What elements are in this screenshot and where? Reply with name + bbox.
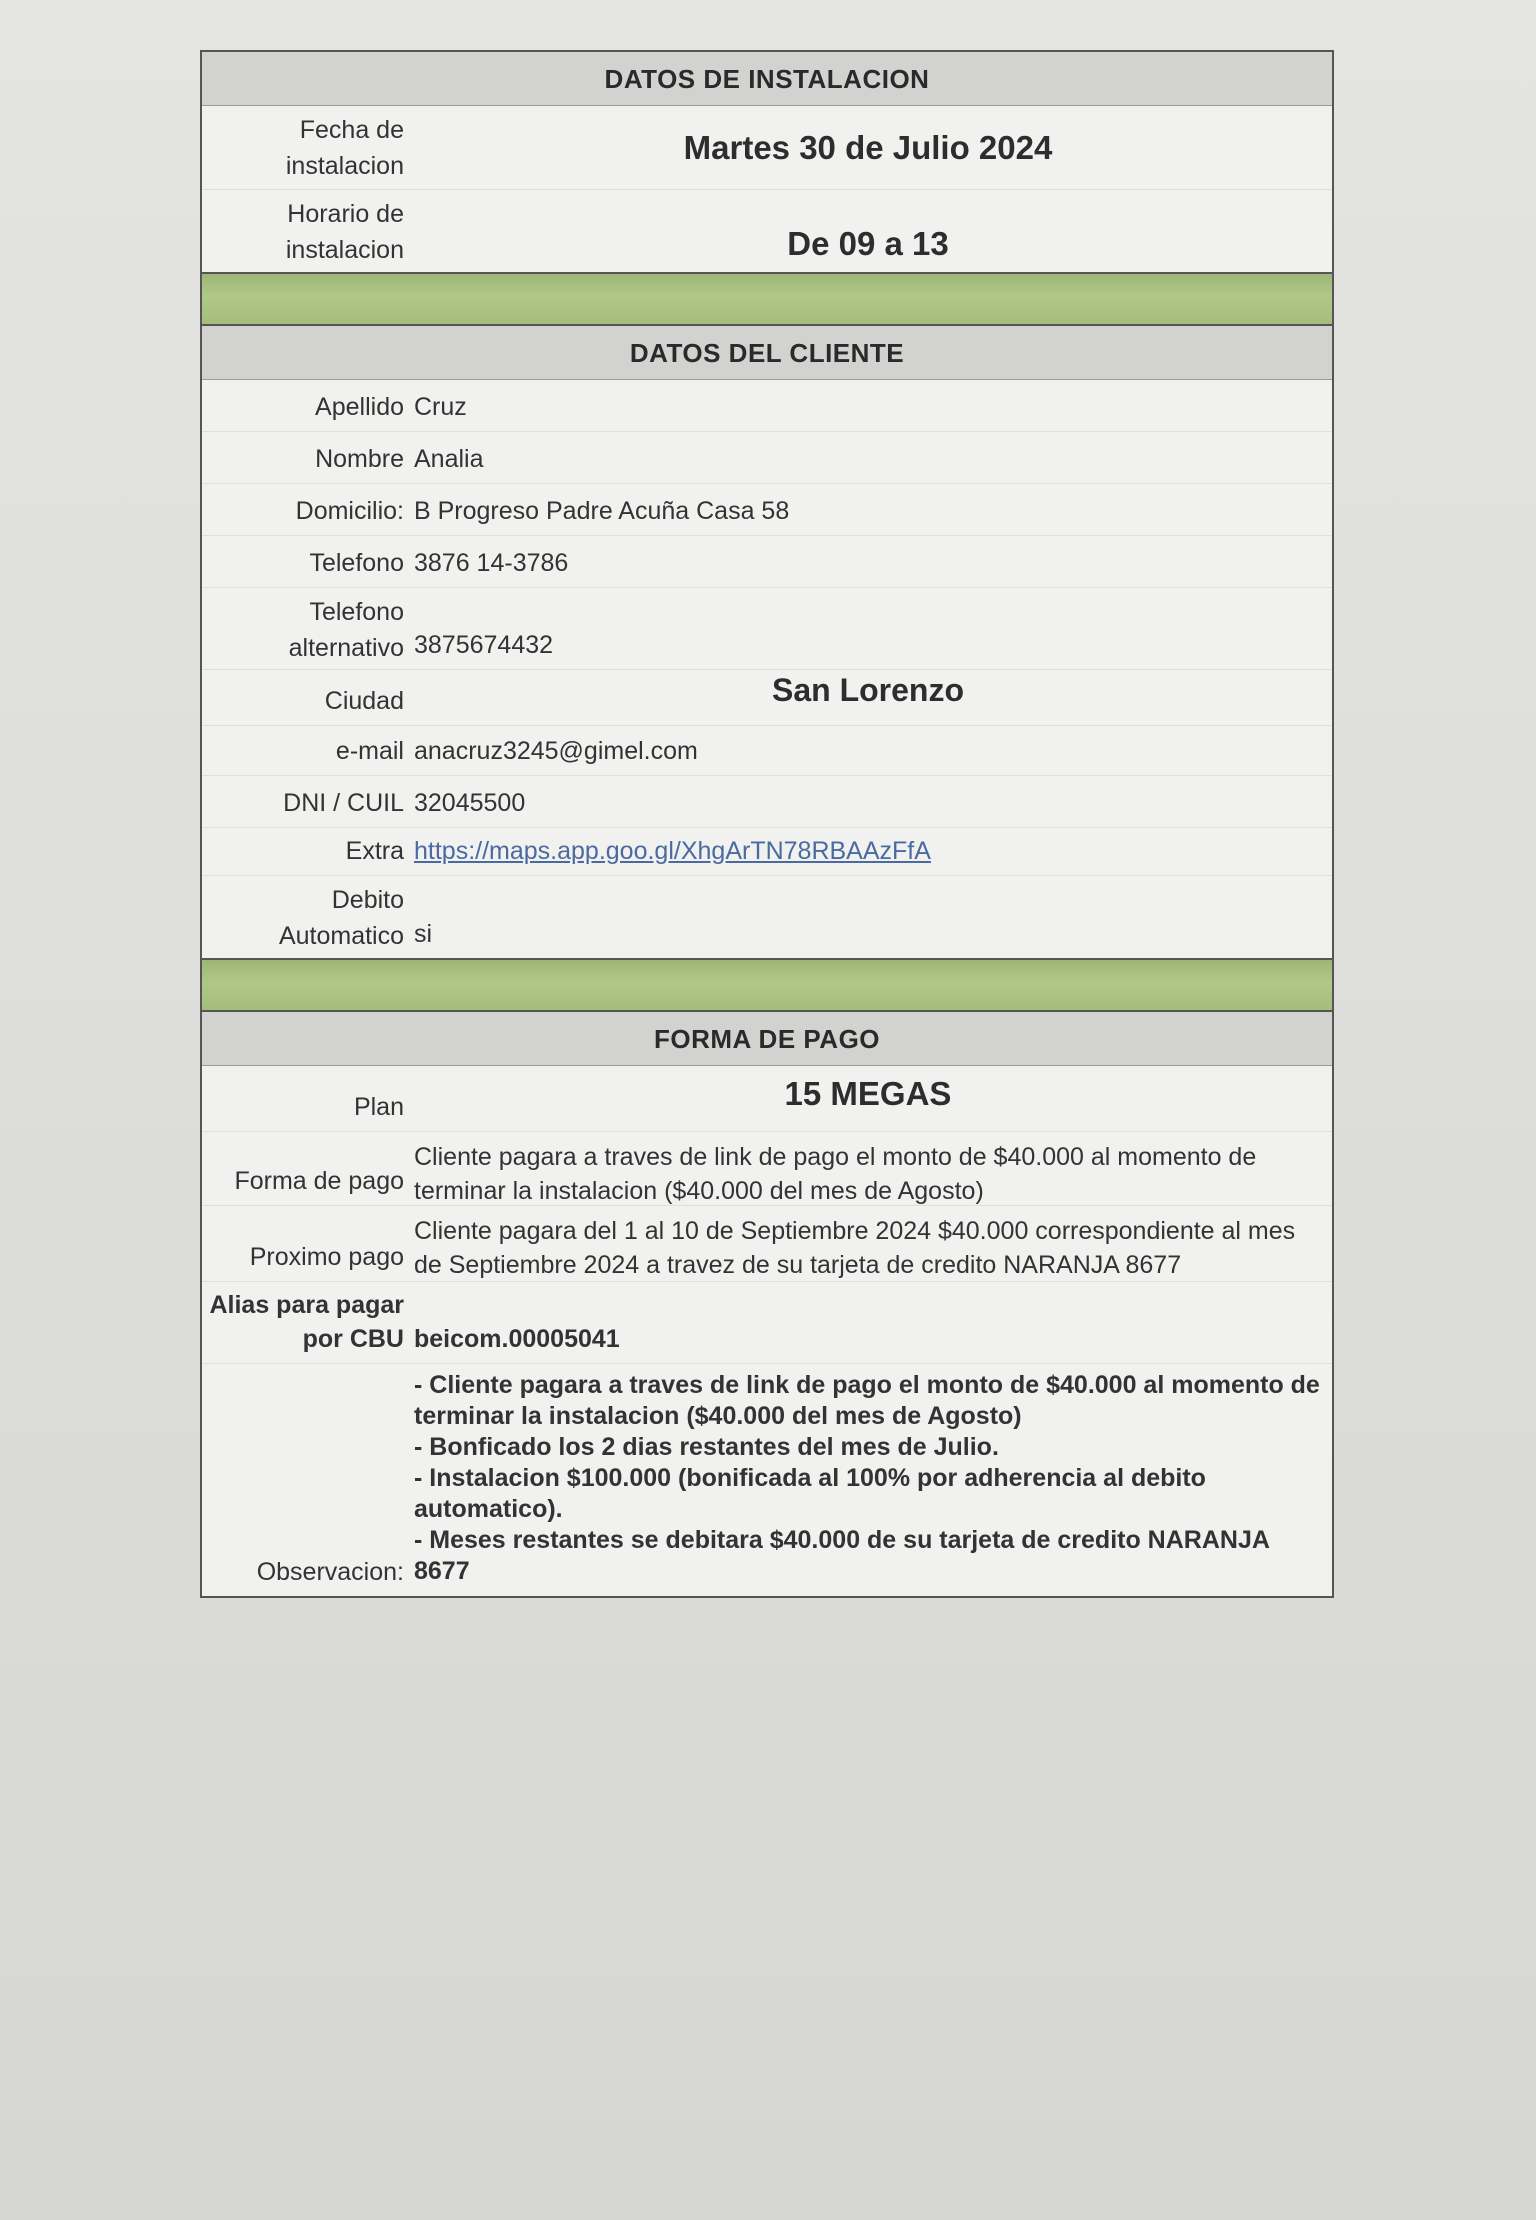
client-row-extra	[202, 828, 1332, 876]
alias-label: Alias para pagar por CBU	[209, 1291, 404, 1353]
installation-date-row	[202, 106, 1332, 190]
client-value: B Progreso Padre Acuña Casa 58	[414, 497, 790, 525]
payment-row-proximo	[202, 1206, 1332, 1282]
client-value: si	[414, 920, 433, 948]
client-row-ciudad	[202, 670, 1332, 726]
client-row-telefono	[202, 536, 1332, 588]
green-divider	[200, 960, 1334, 1010]
plan-value: 15 MEGAS	[784, 1075, 952, 1112]
observacion-value	[414, 1364, 1332, 1596]
installation-date-value: Martes 30 de Julio 2024	[683, 128, 1053, 166]
proximo-pago-value: Cliente pagara del 1 al 10 de Septiembre 2024 $40.000 correspondiente al mes de Septiembre 2024 a travez de su tarjeta de credito NARANJA 8677	[414, 1217, 1296, 1279]
client-value: 3876 14-3786	[414, 549, 569, 577]
client-value: Analia	[414, 445, 484, 473]
client-value: 3875674432	[414, 631, 554, 659]
payment-row-observacion	[202, 1364, 1332, 1596]
alias-value: beicom.00005041	[414, 1325, 620, 1353]
client-label: Domicilio:	[295, 497, 404, 525]
client-row-apellido	[202, 380, 1332, 432]
client-row-domicilio	[202, 484, 1332, 536]
client-value: Cruz	[414, 393, 467, 421]
observacion-line: - Cliente pagara a traves de link de pago el monto de $40.000 al momento de terminar la instalacion ($40.000 del mes de Agosto)	[414, 1371, 1320, 1430]
installation-time-row	[202, 190, 1332, 272]
client-row-telefono-alternativo	[202, 588, 1332, 670]
client-label: Ciudad	[324, 687, 404, 715]
installation-section	[200, 50, 1334, 274]
client-row-nombre	[202, 432, 1332, 484]
client-label: Debito Automatico	[278, 886, 404, 950]
payment-section-title: FORMA DE PAGO	[202, 1012, 1332, 1066]
observacion-line: - Meses restantes se debitara $40.000 de su tarjeta de credito NARANJA 8677	[414, 1526, 1269, 1585]
payment-row-forma	[202, 1132, 1332, 1206]
installation-time-label: Horario de instalacion	[285, 200, 404, 264]
client-label: Extra	[345, 837, 404, 865]
client-label: Telefono	[309, 549, 404, 577]
observacion-label: Observacion:	[256, 1558, 404, 1586]
forma-pago-value: Cliente pagara a traves de link de pago el monto de $40.000 al momento de terminar la instalacion ($40.000 del mes de Agosto)	[414, 1143, 1257, 1205]
client-value: 32045500	[414, 789, 526, 817]
maps-link[interactable]: https://maps.app.goo.gl/XhgArTN78RBAAzFfA	[414, 837, 931, 865]
observacion-line: - Instalacion $100.000 (bonificada al 100% por adherencia al debito automatico).	[414, 1464, 1206, 1523]
green-divider	[200, 274, 1334, 324]
payment-row-alias	[202, 1282, 1332, 1364]
client-email-value: anacruz3245@gimel.com	[414, 737, 698, 765]
client-row-dni	[202, 776, 1332, 828]
client-section	[200, 324, 1334, 960]
proximo-pago-label: Proximo pago	[249, 1243, 404, 1271]
installation-time-value: De 09 a 13	[787, 225, 949, 262]
client-section-title: DATOS DEL CLIENTE	[202, 326, 1332, 380]
observacion-line: - Bonficado los 2 dias restantes del mes de Julio.	[414, 1433, 999, 1461]
client-label: e-mail	[335, 737, 404, 765]
client-row-email	[202, 726, 1332, 776]
client-label: Telefono alternativo	[288, 598, 404, 662]
payment-section	[200, 1010, 1334, 1598]
client-row-debito	[202, 876, 1332, 958]
client-label: DNI / CUIL	[283, 789, 404, 817]
payment-row-plan	[202, 1066, 1332, 1132]
client-label: Nombre	[315, 445, 404, 473]
installation-section-title: DATOS DE INSTALACION	[202, 52, 1332, 106]
forma-pago-label: Forma de pago	[234, 1167, 404, 1195]
document-sheet	[200, 50, 1334, 1598]
installation-date-label: Fecha de instalacion	[285, 116, 404, 180]
client-city-value: San Lorenzo	[771, 672, 964, 708]
plan-label: Plan	[353, 1093, 404, 1121]
client-label: Apellido	[315, 393, 404, 421]
